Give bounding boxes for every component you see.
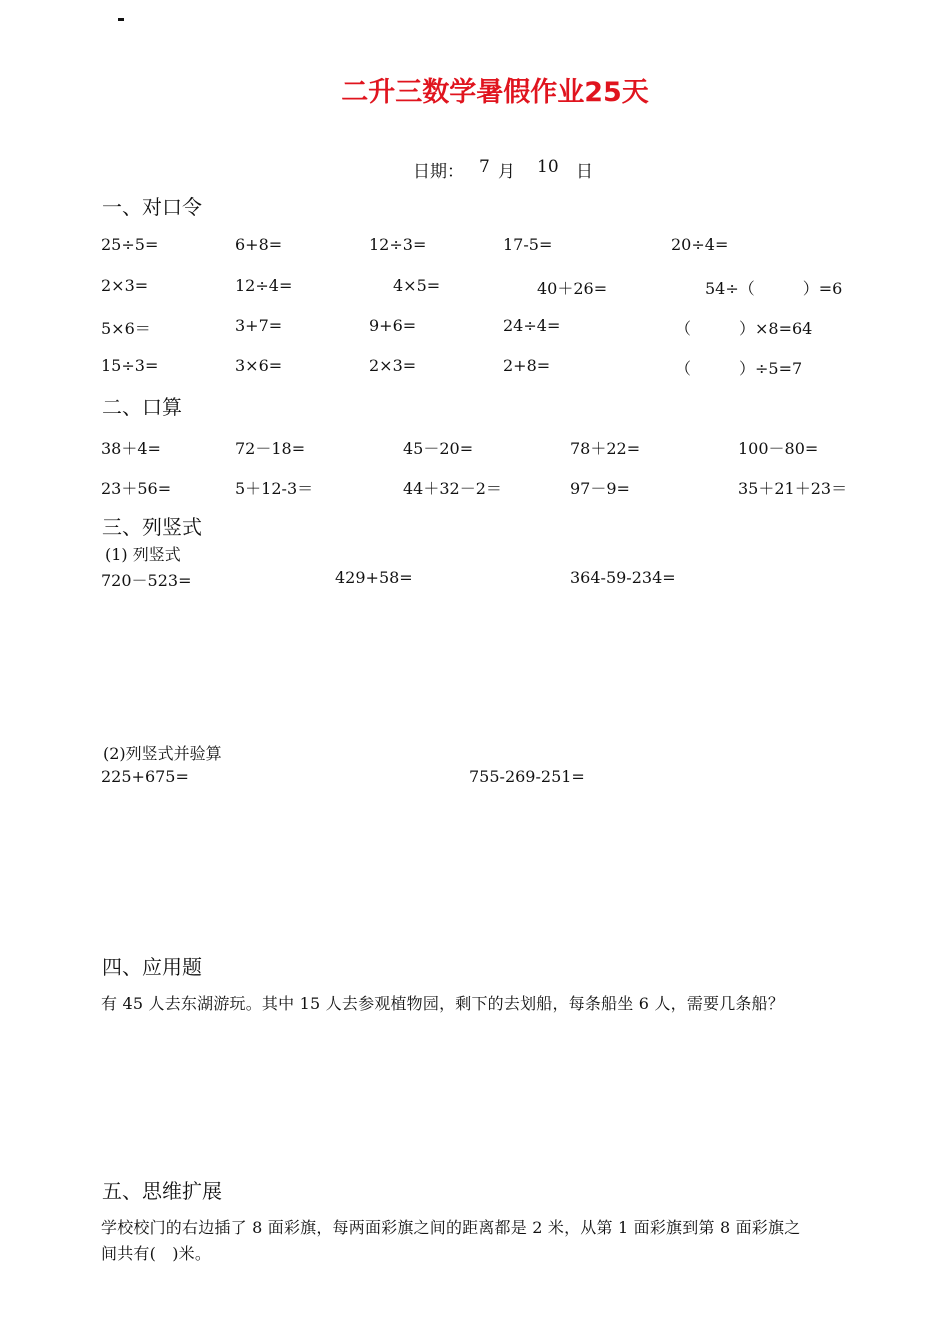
header-mark — [118, 18, 124, 21]
problem: 15÷3= — [101, 356, 159, 375]
problem-text: 有 45 人去东湖游玩。其中 15 人去参观植物园，剩下的去划船，每条船坐 6 人，需要几条船？ — [101, 994, 785, 1013]
date-label: 日期： — [413, 162, 464, 182]
problem: 755-269-251= — [469, 767, 585, 786]
date-month: 7 — [479, 157, 490, 177]
problem-text-continued: 间共有( )米。 — [101, 1244, 212, 1263]
subsection-label: (1) 列竖式 — [105, 545, 181, 564]
problem: 2×3= — [101, 276, 149, 295]
problem: 45－20= — [403, 439, 474, 458]
problem: 24÷4= — [503, 316, 561, 335]
subsection-label: (2)列竖式并验算 — [103, 744, 222, 763]
problem-text: 学校校门的右边插了 8 面彩旗，每两面彩旗之间的距离都是 2 米，从第 1 面彩旗到第 8 面彩旗之 — [101, 1218, 801, 1237]
problem: 429+58= — [335, 568, 413, 587]
problem: 44＋32－2＝ — [403, 479, 502, 498]
problem: 97－9= — [570, 479, 630, 498]
problem: 23＋56= — [101, 479, 172, 498]
section-heading: 四、应用题 — [102, 955, 202, 979]
problem: 72－18= — [235, 439, 306, 458]
problem: 2×3= — [369, 356, 417, 375]
problem: 5×6＝ — [101, 319, 151, 338]
problem: 25÷5= — [101, 235, 159, 254]
section-heading: 五、思维扩展 — [102, 1179, 222, 1203]
problem: 720－523= — [101, 571, 192, 590]
problem: 3+7= — [235, 316, 283, 335]
problem: 54÷（ ）=6 — [705, 279, 843, 298]
problem: 17-5= — [503, 235, 553, 254]
problem: 35＋21＋23＝ — [738, 479, 848, 498]
problem: 5＋12-3＝ — [235, 479, 314, 498]
date-month-unit: 月 — [498, 162, 515, 182]
problem: 12÷4= — [235, 276, 293, 295]
problem: 3×6= — [235, 356, 283, 375]
section-heading: 二、口算 — [102, 395, 182, 419]
problem: 2+8= — [503, 356, 551, 375]
problem: 78＋22= — [570, 439, 641, 458]
problem: 225+675= — [101, 767, 189, 786]
section-heading: 一、对口令 — [102, 195, 202, 219]
date-day: 10 — [537, 157, 559, 177]
problem: 20÷4= — [671, 235, 729, 254]
problem: 100－80= — [738, 439, 819, 458]
page-title: 二升三数学暑假作业25天 — [341, 77, 649, 108]
problem: 12÷3= — [369, 235, 427, 254]
problem: 4×5= — [393, 276, 441, 295]
problem: 364-59-234= — [570, 568, 676, 587]
problem: 6+8= — [235, 235, 283, 254]
problem: 40＋26= — [537, 279, 608, 298]
problem: （ ）÷5=7 — [675, 359, 803, 378]
problem: 38＋4= — [101, 439, 161, 458]
problem: （ ）×8=64 — [675, 319, 813, 338]
date-day-unit: 日 — [576, 162, 593, 182]
section-heading: 三、列竖式 — [102, 515, 202, 539]
problem: 9+6= — [369, 316, 417, 335]
